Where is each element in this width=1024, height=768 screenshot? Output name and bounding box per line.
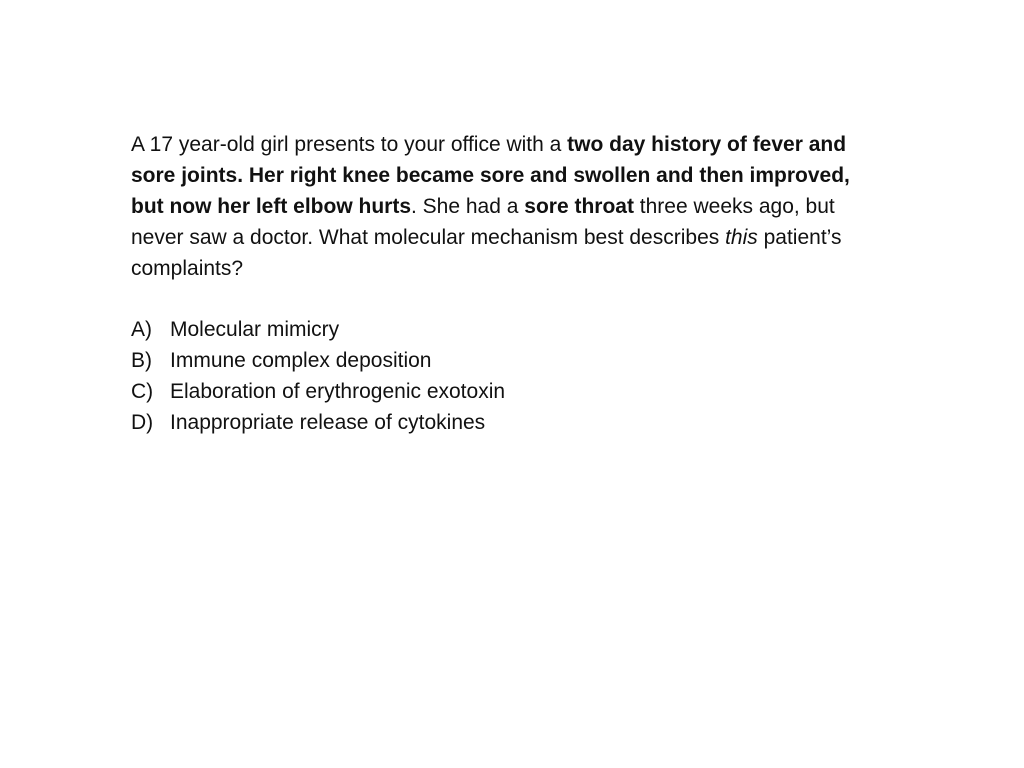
- option-letter: B): [131, 349, 152, 372]
- answer-options: [131, 314, 871, 438]
- option-letter: D): [131, 411, 154, 434]
- question-segment-1: A 17 year-old girl presents to your office with a: [131, 133, 568, 156]
- question-segment-4: sore throat: [524, 195, 634, 218]
- question-segment-2: two day history of fever and sore joints. Her right knee became sore and swollen and then improved, but now her left elbow hurts: [131, 133, 850, 218]
- answer-option-b: [131, 345, 871, 376]
- answer-option-c: [131, 376, 871, 407]
- question-segment-7: patient’s complaints?: [131, 226, 842, 280]
- option-text: Inappropriate release of cytokines: [170, 411, 486, 434]
- question-text: [131, 129, 871, 284]
- answer-option-a: [131, 314, 871, 345]
- option-letter: A): [131, 318, 152, 341]
- question-segment-3: . She had a: [411, 195, 525, 218]
- option-letter: C): [131, 380, 154, 403]
- option-text: Elaboration of erythrogenic exotoxin: [170, 380, 506, 403]
- option-text: Molecular mimicry: [170, 318, 340, 341]
- question-segment-5: three weeks ago, but never saw a doctor. What molecular mechanism best describes: [131, 195, 835, 249]
- option-text: Immune complex deposition: [170, 349, 432, 372]
- question-segment-6: this: [725, 226, 758, 249]
- answer-option-d: [131, 407, 871, 438]
